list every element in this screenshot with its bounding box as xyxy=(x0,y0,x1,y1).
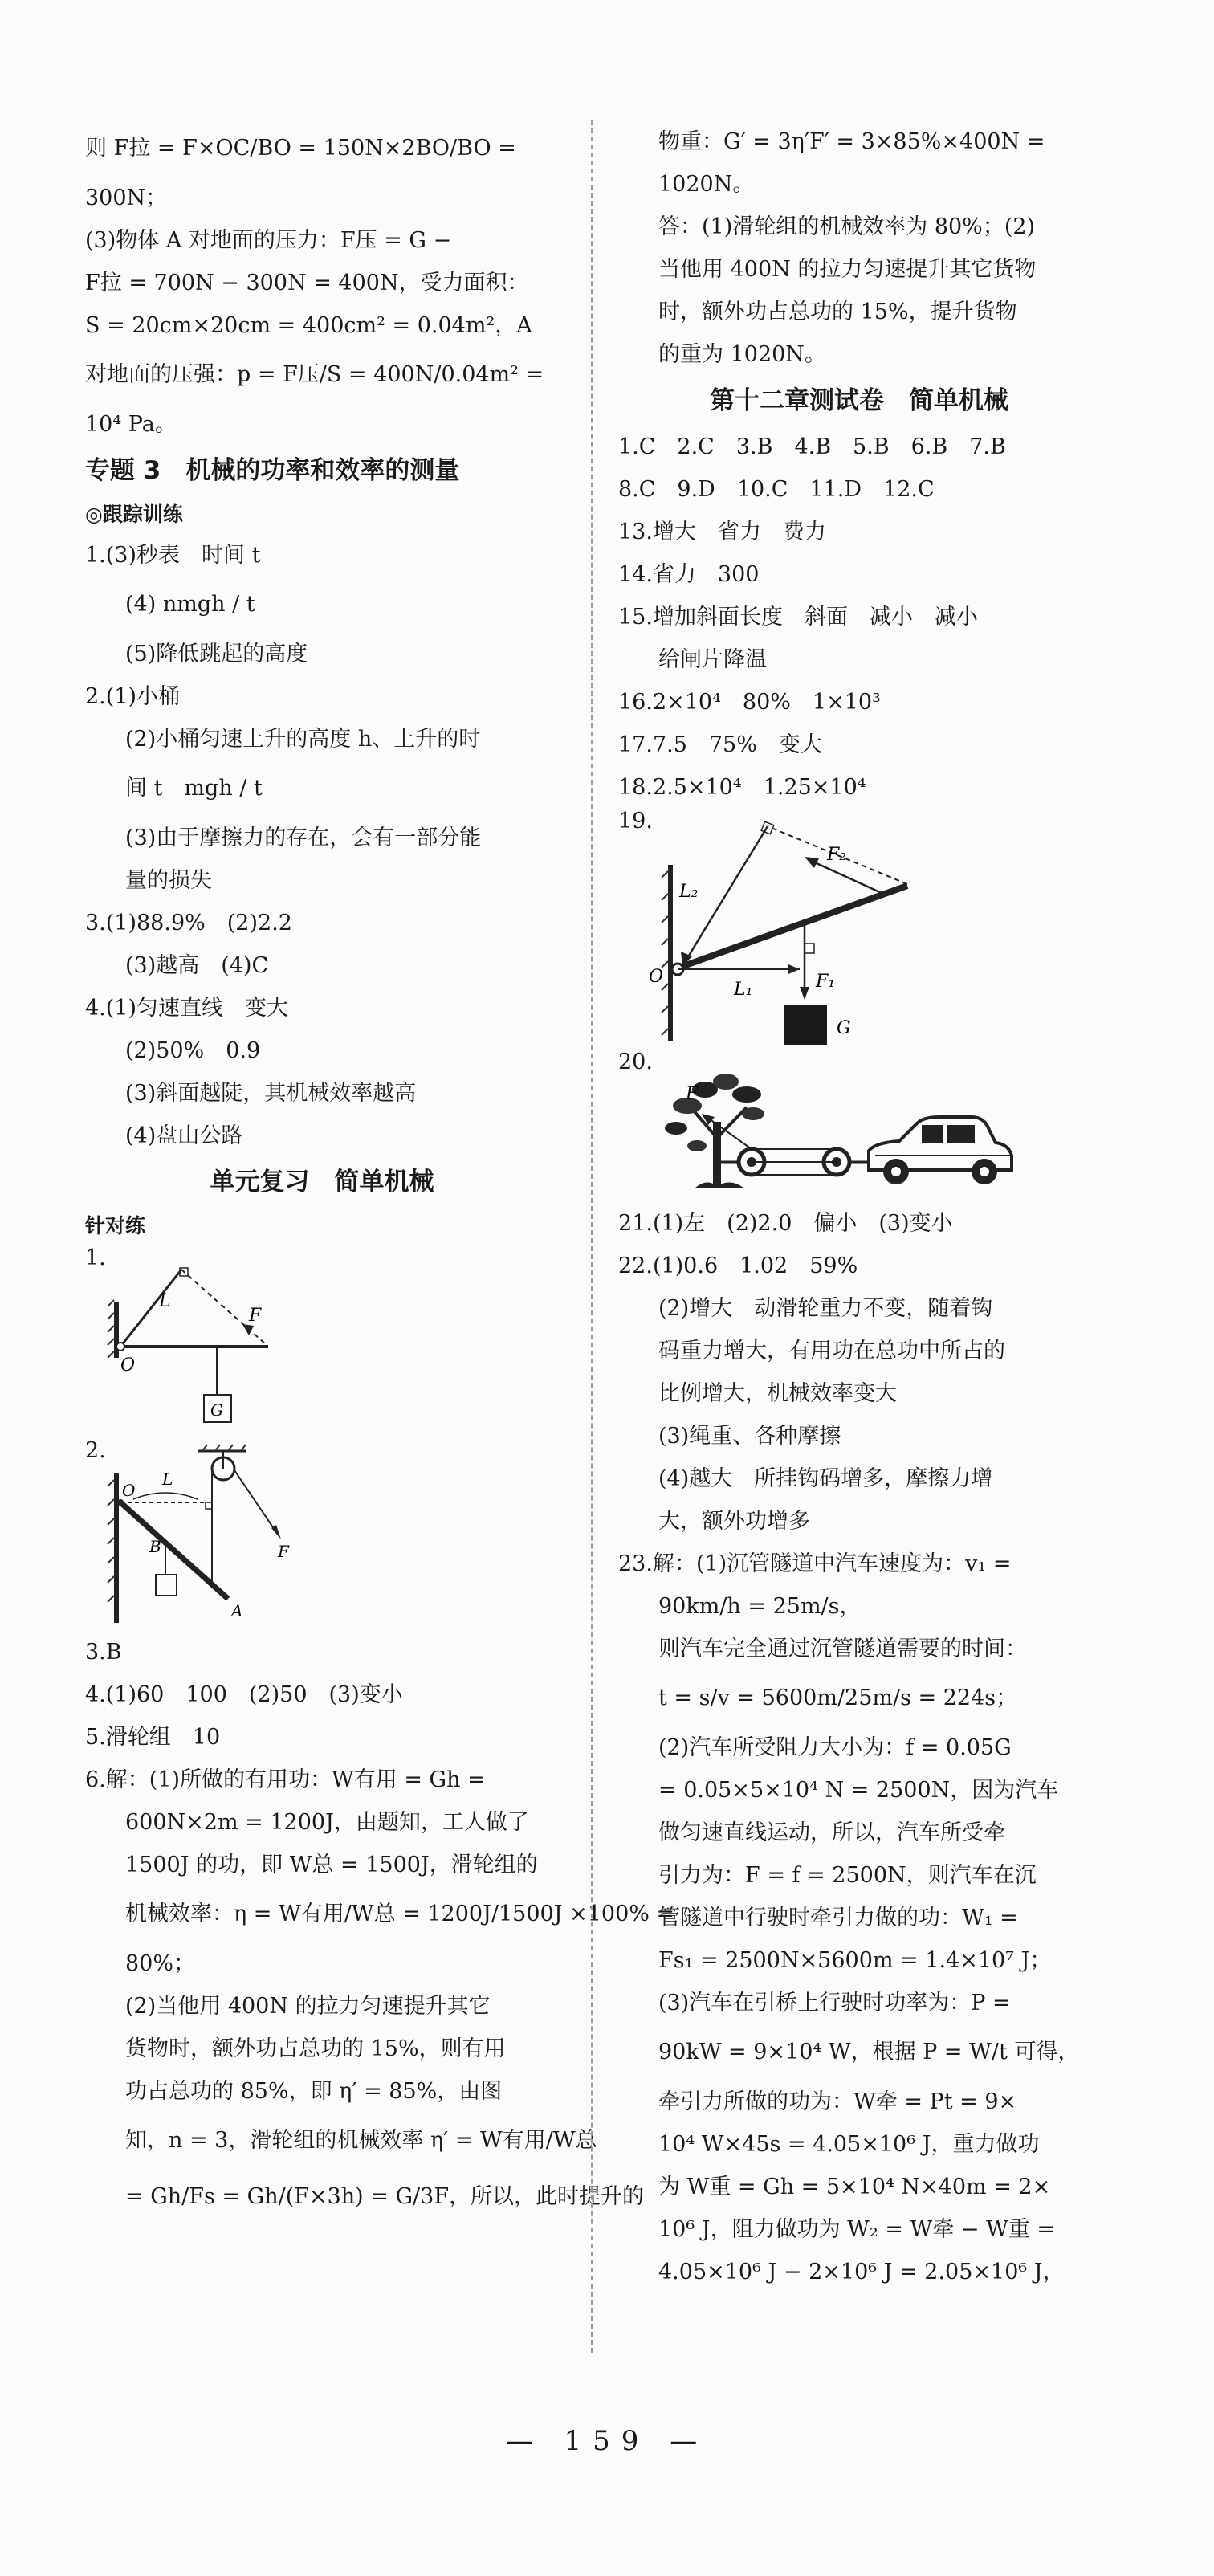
text-line: 物重：G′ = 3η′F′ = 3×85%×400N = xyxy=(658,129,1045,154)
text-line: 300N； xyxy=(85,185,168,210)
text-line: t = s/v = 5600m/25m/s = 224s； xyxy=(658,1685,1018,1710)
tree xyxy=(665,1074,764,1188)
text-line: 90kW = 9×10⁴ W，根据 P = W/t 可得， xyxy=(658,2040,1080,2064)
text-line: (3)斜面越陡，其机械效率越高 xyxy=(125,1081,417,1106)
lever-bar xyxy=(674,886,907,969)
text-line: 1.C 2.C 3.B 4.B 5.B 6.B 7.B xyxy=(618,434,1006,459)
text-line: 管隧道中行驶时牵引力做的功：W₁ = xyxy=(658,1906,1018,1930)
label-O: O xyxy=(649,967,664,987)
text-line: 15.增加斜面长度 斜面 减小 减小 xyxy=(618,605,978,630)
text-line: 10⁴ Pa。 xyxy=(85,412,177,437)
text-line: 8.C 9.D 10.C 11.D 12.C xyxy=(618,477,935,502)
label-L2: L₂ xyxy=(679,882,699,902)
text-line: 做匀速直线运动，所以，汽车所受牵 xyxy=(658,1820,1005,1845)
text-line: 14.省力 300 xyxy=(618,562,760,587)
right-column xyxy=(618,120,1100,2293)
section-title: 专题 3 机械的功率和效率的测量 xyxy=(85,456,460,485)
hanging-weight xyxy=(156,1575,177,1596)
text-line: = Gh/Fs = Gh/(F×3h) = G/3F，所以，此时提升的 xyxy=(125,2184,645,2209)
page-number: — 159 — xyxy=(505,2425,709,2457)
text-line: (3)绳重、各种摩擦 xyxy=(658,1424,841,1449)
text-line: 600N×2m = 1200J，由题知，工人做了 xyxy=(125,1810,529,1835)
text-line: 当他用 400N 的拉力匀速提升其它货物 xyxy=(658,257,1037,282)
text-line: (3)物体 A 对地面的压力：F压 = G − xyxy=(85,228,452,253)
text-line: 为 W重 = Gh = 5×10⁴ N×40m = 2× xyxy=(658,2175,1051,2199)
text-line: 16.2×10⁴ 80% 1×10³ xyxy=(618,690,881,715)
figure-1-lever xyxy=(85,1245,559,1438)
text-line: 4.05×10⁶ J − 2×10⁶ J = 2.05×10⁶ J， xyxy=(658,2260,1065,2285)
text-line: 22.(1)0.6 1.02 59% xyxy=(618,1253,858,1278)
unit-title: 单元复习 简单机械 xyxy=(210,1168,434,1196)
label-F: F xyxy=(686,1084,699,1104)
pulley-lever-diagram xyxy=(85,1438,342,1631)
text-line: (3)汽车在引桥上行驶时功率为：P = xyxy=(658,1991,1011,2016)
text-line: 6.解：(1)所做的有用功：W有用 = Gh = xyxy=(85,1767,486,1792)
text-line: 18.2.5×10⁴ 1.25×10⁴ xyxy=(618,775,866,800)
text-line: 13.增大 省力 费力 xyxy=(618,520,826,544)
label-O: O xyxy=(120,1355,136,1376)
figure-number: 19. xyxy=(618,809,653,834)
text-line: (4)盘山公路 xyxy=(125,1123,243,1148)
text-line: (2)增大 动滑轮重力不变，随着钩 xyxy=(658,1296,993,1321)
text-line: 则 F拉 = F×OC/BO = 150N×2BO/BO = xyxy=(85,136,516,161)
label-G: G xyxy=(837,1018,851,1038)
figure-number: 2. xyxy=(85,1438,106,1463)
label-F: F xyxy=(278,1542,289,1561)
text-line: 牵引力所做的功为：W牵 = Pt = 9× xyxy=(658,2089,1017,2114)
text-line: 码重力增大，有用功在总功中所占的 xyxy=(658,1339,1005,1363)
text-line: (2)小桶匀速上升的高度 h、上升的时 xyxy=(125,727,481,752)
text-line: 90km/h = 25m/s， xyxy=(658,1594,862,1619)
text-line: 机械效率：η = W有用/W总 = 1200J/1500J ×100% = xyxy=(125,1901,675,1926)
section-subtitle: ◎跟踪训练 xyxy=(85,503,183,526)
figure-number: 20. xyxy=(618,1050,653,1074)
text-line: 量的损失 xyxy=(125,868,212,893)
text-line: (2)当他用 400N 的拉力匀速提升其它 xyxy=(125,1994,491,2019)
text-line: 功占总功的 85%，即 η′ = 85%，由图 xyxy=(125,2079,503,2104)
text-line: 的重为 1020N。 xyxy=(658,342,826,367)
text-line: (2)50% 0.9 xyxy=(125,1038,261,1063)
text-line: (3)由于摩擦力的存在，会有一部分能 xyxy=(125,825,482,850)
unit-subtitle: 针对练 xyxy=(85,1214,146,1237)
figure-2-pulley-lever xyxy=(85,1438,559,1631)
label-F: F xyxy=(249,1306,262,1326)
text-line: 比例增大，机械效率变大 xyxy=(658,1381,897,1406)
label-B: B xyxy=(149,1537,161,1556)
text-line: (4)越大 所挂钩码增多，摩擦力增 xyxy=(658,1466,993,1491)
text-line: Fs₁ = 2500N×5600m = 1.4×10⁷ J； xyxy=(658,1948,1052,1973)
label-A: A xyxy=(231,1601,243,1620)
text-line: 1.(3)秒表 时间 t xyxy=(85,543,261,568)
text-line: 2.(1)小桶 xyxy=(85,684,181,709)
text-line: 3.(1)88.9% (2)2.2 xyxy=(85,911,292,935)
text-line: 答：(1)滑轮组的机械效率为 80%；(2) xyxy=(658,214,1036,239)
label-G: G xyxy=(210,1400,223,1420)
text-line: 10⁶ J，阻力做功为 W₂ = W牵 − W重 = xyxy=(658,2217,1056,2242)
label-O: O xyxy=(122,1481,136,1500)
text-line: 1500J 的功，即 W总 = 1500J，滑轮组的 xyxy=(125,1853,538,1877)
lever-force-diagram xyxy=(618,809,955,1050)
lever-diagram xyxy=(85,1245,326,1438)
figure-20-tree-car xyxy=(618,1050,1100,1202)
text-line: (5)降低跳起的高度 xyxy=(125,642,308,666)
figure-19-lever-forces xyxy=(618,809,1100,1050)
label-L1: L₁ xyxy=(734,980,753,1000)
text-line: 引力为：F = f = 2500N，则汽车在沉 xyxy=(658,1863,1037,1888)
text-line: 10⁴ W×45s = 4.05×10⁶ J，重力做功 xyxy=(658,2132,1040,2157)
text-line: (4) nmgh / t xyxy=(125,592,255,617)
text-line: 1020N。 xyxy=(658,172,755,197)
text-line: 对地面的压强：p = F压/S = 400N/0.04m² = xyxy=(85,362,544,387)
text-line: 80%； xyxy=(125,1951,196,1976)
text-line: 17.7.5 75% 变大 xyxy=(618,732,822,757)
text-line: 3.B xyxy=(85,1640,122,1665)
text-line: (2)汽车所受阻力大小为：f = 0.05G xyxy=(658,1735,1012,1760)
force-F2 xyxy=(809,860,883,894)
text-line: 知，n = 3，滑轮组的机械效率 η′ = W有用/W总 xyxy=(125,2128,597,2153)
text-line: (3)越高 (4)C xyxy=(125,953,269,978)
text-line: 给闸片降温 xyxy=(658,647,767,672)
text-line: = 0.05×5×10⁴ N = 2500N，因为汽车 xyxy=(658,1778,1059,1803)
text-line: 23.解：(1)沉管隧道中汽车速度为：v₁ = xyxy=(618,1551,1012,1576)
wall xyxy=(668,865,673,1041)
weight-G xyxy=(784,1005,827,1045)
label-F2: F₂ xyxy=(827,845,847,865)
label-L: L xyxy=(159,1291,171,1311)
text-line: 4.(1)匀速直线 变大 xyxy=(85,996,289,1021)
text-line: 时，额外功占总功的 15%，提升货物 xyxy=(658,300,1017,324)
text-line: 货物时，额外功占总功的 15%，则有用 xyxy=(125,2036,506,2061)
car xyxy=(869,1117,1012,1184)
text-line: 5.滑轮组 10 xyxy=(85,1725,221,1750)
force-arrow xyxy=(242,1324,254,1335)
text-line: 4.(1)60 100 (2)50 (3)变小 xyxy=(85,1682,403,1707)
text-line: 间 t mgh / t xyxy=(125,776,263,801)
chapter-title: 第十二章测试卷 简单机械 xyxy=(710,386,1008,415)
label-L: L xyxy=(162,1469,173,1489)
label-F1: F₁ xyxy=(816,972,836,992)
text-line: F拉 = 700N − 300N = 400N，受力面积： xyxy=(85,271,529,296)
text-line: 则汽车完全通过沉管隧道需要的时间： xyxy=(658,1636,1027,1661)
text-line: 21.(1)左 (2)2.0 偏小 (3)变小 xyxy=(618,1211,953,1236)
tree-car-diagram xyxy=(618,1050,1068,1202)
column-divider xyxy=(591,120,593,2353)
figure-number: 1. xyxy=(85,1245,106,1270)
text-line: S = 20cm×20cm = 400cm² = 0.04m²，A xyxy=(85,313,532,338)
text-line: 大，额外功增多 xyxy=(658,1509,810,1534)
force-arm xyxy=(120,1270,181,1347)
wall xyxy=(114,1473,119,1623)
